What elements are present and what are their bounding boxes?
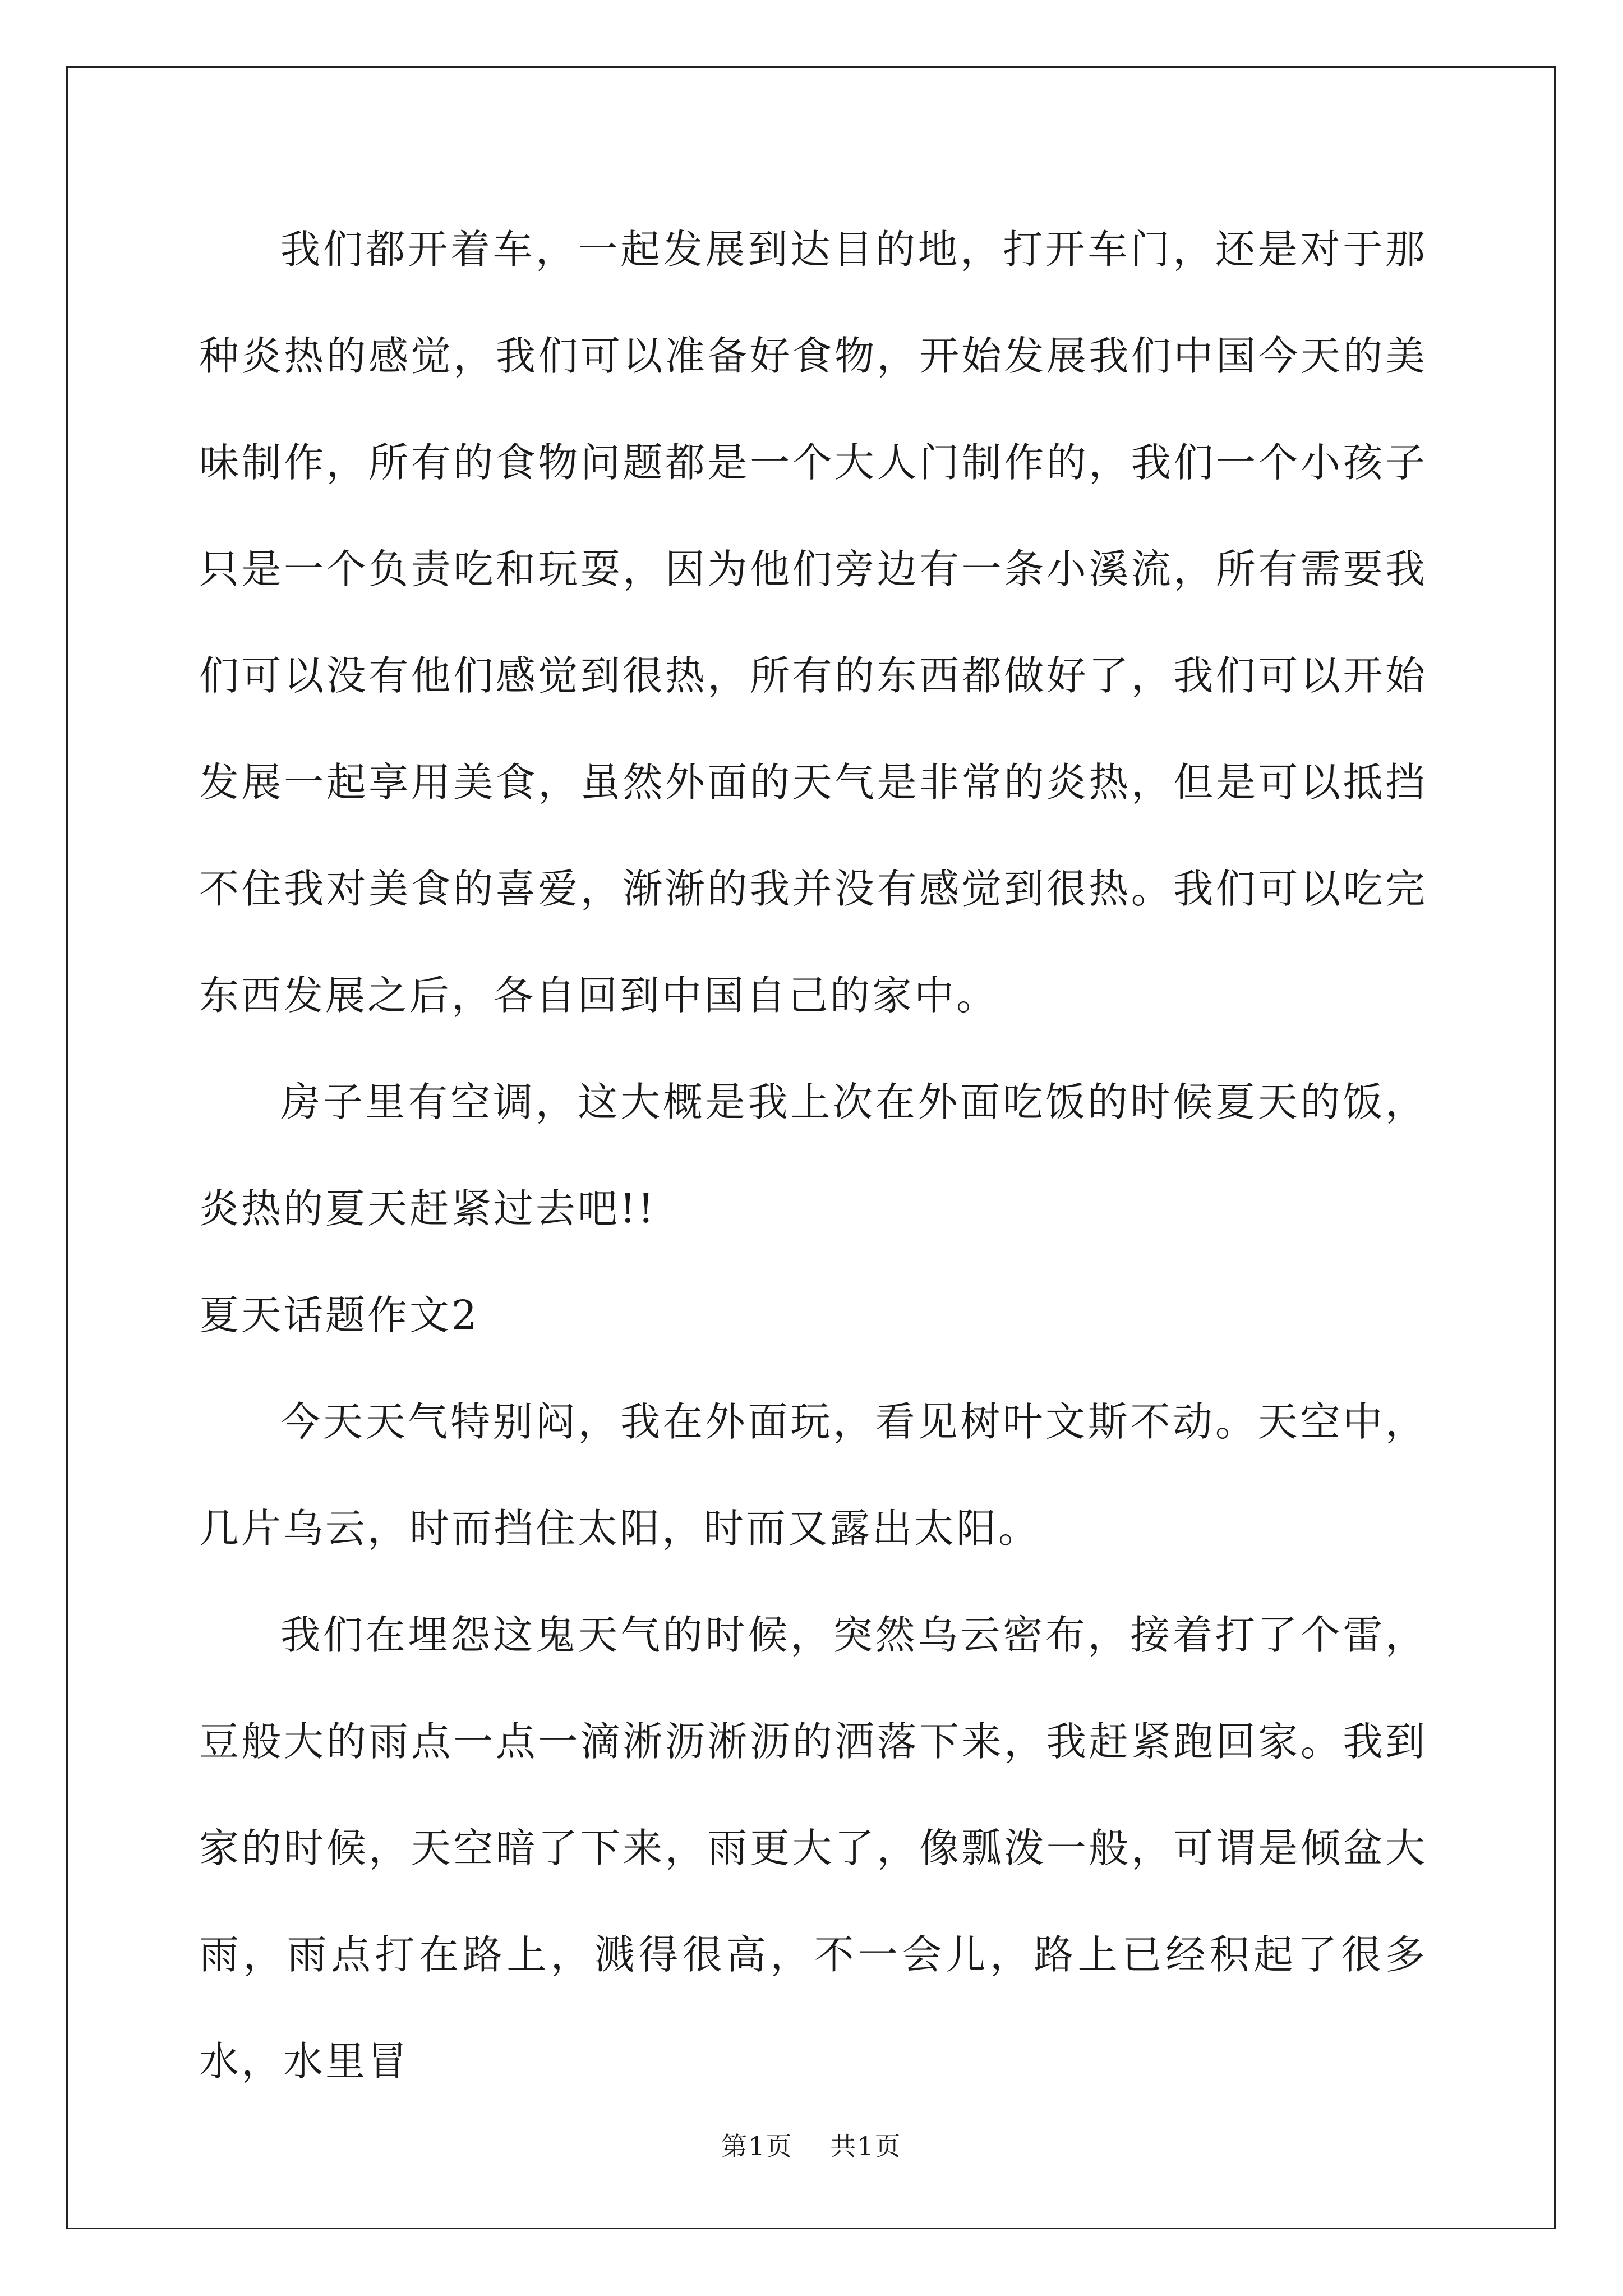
paragraph: 我们在埋怨这鬼天气的时候，突然乌云密布，接着打了个雷，豆般大的雨点一点一滴淅沥淅沥的洒落下来，我赶紧跑回家。我到家的时候，天空暗了下来，雨更大了，像瓢泼一般，可谓是倾盆大雨，雨点打在路上，溅得很高，不一会儿，路上已经积起了很多水，水里冒: [199, 1612, 1427, 2085]
page-number: 第1页: [721, 2131, 793, 2161]
page-total: 共1页: [830, 2131, 902, 2161]
paragraph: 房子里有空调，这大概是我上次在外面吃饭的时候夏天的饭，炎热的夏天赶紧过去吧!!: [199, 1079, 1427, 1232]
document-body: [199, 196, 1427, 2115]
section-heading: 夏天话题作文2: [199, 1292, 479, 1338]
paragraph: 今天天气特别闷，我在外面玩，看见树叶文斯不动。天空中，几片乌云，时而挡住太阳，时而又露出太阳。: [199, 1398, 1427, 1552]
paragraph: 我们都开着车，一起发展到达目的地，打开车门，还是对于那种炎热的感觉，我们可以准备好食物，开始发展我们中国今天的美味制作，所有的食物问题都是一个大人门制作的，我们一个小孩子只是一个负责吃和玩耍，因为他们旁边有一条小溪流，所有需要我们可以没有他们感觉到很热，所有的东西都做好了，我们可以开始发展一起享用美食，虽然外面的天气是非常的炎热，但是可以抵挡不住我对美食的喜爱，渐渐的我并没有感觉到很热。我们可以吃完东西发展之后，各自回到中国自己的家中。: [199, 226, 1427, 1019]
page-footer: [0, 2126, 1623, 2163]
